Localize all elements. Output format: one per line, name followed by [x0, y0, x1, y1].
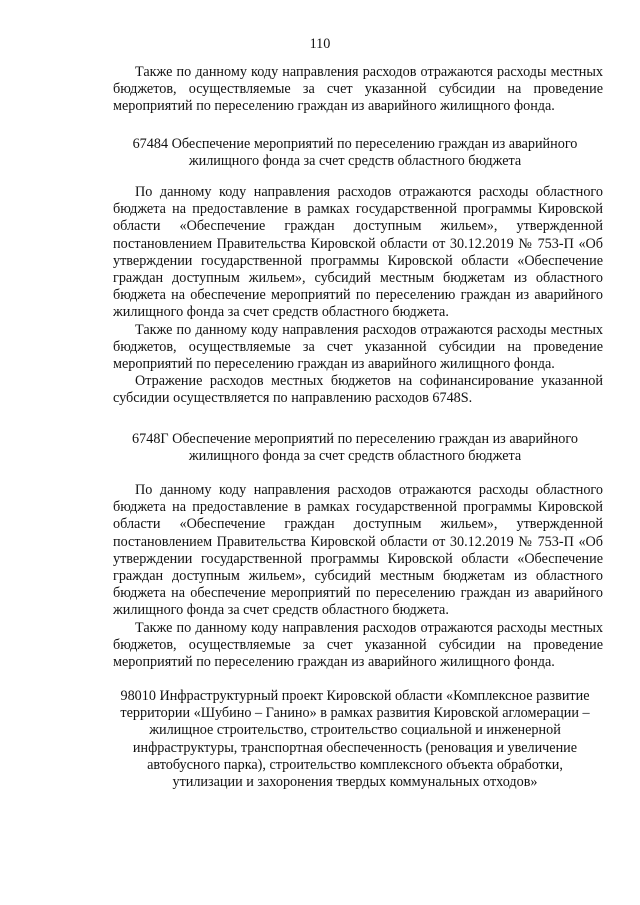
paragraph-top: Также по данному коду направления расходов отражаются расходы местных бюджетов, осуществляемые за счет указанной субсидии на проведение мероприятий по переселению граждан из аварийного жилищного фонда.	[113, 64, 603, 115]
heading-98010: 98010 Инфраструктурный проект Кировской области «Комплексное развитие территории «Шубино – Ганино» в рамках развития Кировской агломерации – жилищное строительство, строительство социальной и инженерной инфраструктуры, транспортная обеспеченность (реновация и увеличение автобусного парка), строительство комплексного объекта обработки, утилизации и захоронения твердых коммунальных отходов»	[120, 688, 590, 791]
heading-67484: 67484 Обеспечение мероприятий по переселению граждан из аварийного жилищного фонда за счет средств областного бюджета	[132, 136, 578, 170]
paragraph-67484-2: Также по данному коду направления расходов отражаются расходы местных бюджетов, осуществляемые за счет указанной субсидии на проведение мероприятий по переселению граждан из аварийного жилищного фонда.	[113, 321, 603, 373]
heading-6748g: 6748Г Обеспечение мероприятий по переселению граждан из аварийного жилищного фонда за счет средств областного бюджета	[132, 431, 578, 465]
paragraph-67484-1: По данному коду направления расходов отражаются расходы областного бюджета на предоставление в рамках государственной программы Кировской области «Обеспечение граждан доступным жильем», утвержденной постановлением Правительства Кировской области от 30.12.2019 № 753-П «Об утверждении государственной программы Кировской области «Обеспечение граждан доступным жильем», субсидий местным бюджетам из областного бюджета на обеспечение мероприятий по переселению граждан из аварийного жилищного фонда за счет средств областного бюджета.	[113, 184, 603, 321]
section-67484	[113, 184, 603, 408]
paragraph-6748g-1: По данному коду направления расходов отражаются расходы областного бюджета на предоставление в рамках государственной программы Кировской области «Обеспечение граждан доступным жильем», утвержденной постановлением Правительства Кировской области от 30.12.2019 № 753-П «Об утверждении государственной программы Кировской области «Обеспечение граждан доступным жильем», субсидий местным бюджетам из областного бюджета на обеспечение мероприятий по переселению граждан из аварийного жилищного фонда за счет средств областного бюджета.	[113, 482, 603, 619]
page-number: 110	[309, 36, 331, 52]
paragraph-67484-3: Отражение расходов местных бюджетов на софинансирование указанной субсидии осуществляется по направлению расходов 6748S.	[113, 373, 603, 407]
section-top	[113, 64, 603, 116]
section-6748g	[113, 482, 603, 671]
paragraph-6748g-2: Также по данному коду направления расходов отражаются расходы местных бюджетов, осуществляемые за счет указанной субсидии на проведение мероприятий по переселению граждан из аварийного жилищного фонда.	[113, 619, 603, 671]
